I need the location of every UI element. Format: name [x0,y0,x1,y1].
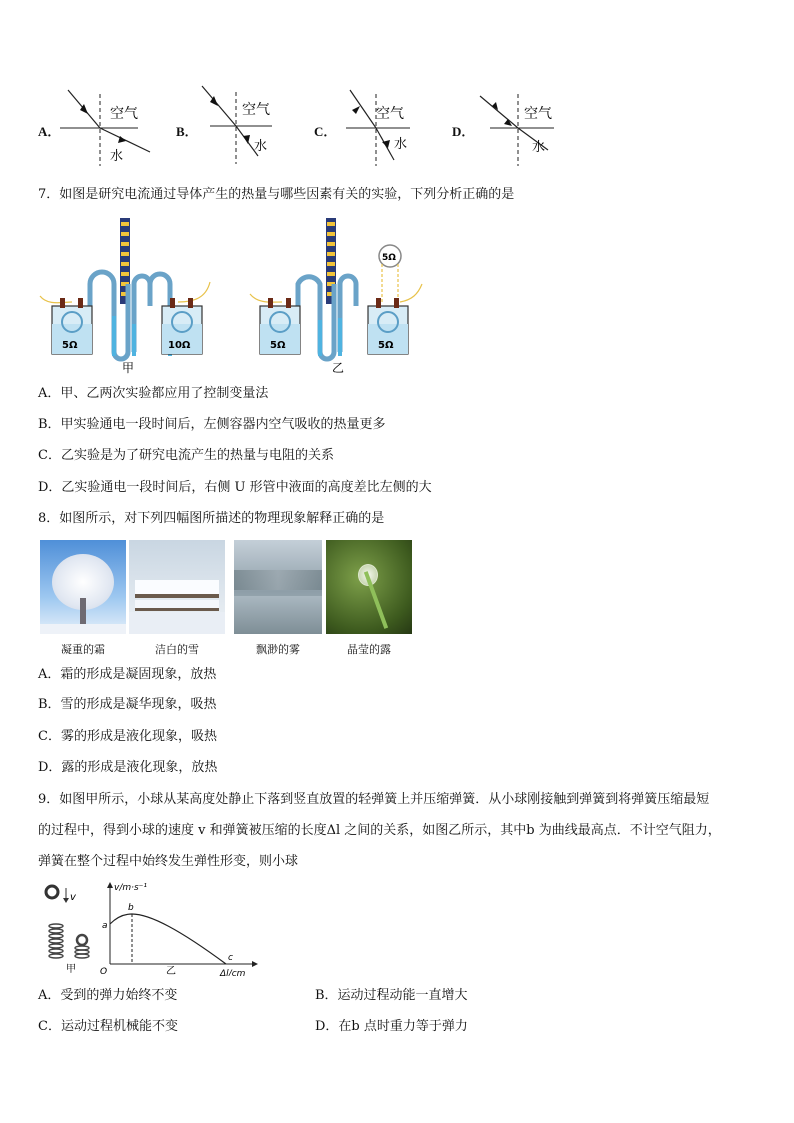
yi-left-resistor-label: 5Ω [270,340,286,351]
q6-d-air-label: 空气 [524,106,552,122]
q6-option-a-diagram[interactable] [60,86,160,166]
x-axis-label: Δl/cm [220,969,246,976]
jia-figure-label: 甲 [66,964,76,975]
yi-label: 乙 [332,361,345,375]
q6-option-d-diagram[interactable] [476,88,576,168]
q9-option-d[interactable]: D．在b 点时重力等于弹力 [315,1019,468,1034]
yi-right-resistor-label: 5Ω [378,340,394,351]
spring-icon [49,924,63,958]
compressed-spring-icon [75,935,89,958]
q9-figure [40,880,270,976]
q6-c-water-label: 水 [394,137,408,152]
q7-stem: 7．如图是研究电流通过导体产生的热量与哪些因素有关的实验，下列分析正确的是 [38,187,515,202]
origin-label: O [100,967,108,976]
q7-figure-jia [38,212,218,376]
q8-option-d[interactable]: D．露的形成是液化现象，放热 [38,760,218,775]
frost-caption: 凝重的霜 [61,643,105,656]
frost-photo [40,540,126,634]
q6-b-air-label: 空气 [242,102,270,118]
q6-option-b-letter: B． [176,124,198,139]
snow-photo [129,540,225,634]
yi-external-resistor-label: 5Ω [382,253,396,263]
q9-stem-line3: 弹簧在整个过程中始终发生弹性形变，则小球 [38,854,299,869]
dew-caption: 晶莹的露 [347,643,391,656]
q8-option-a[interactable]: A．霜的形成是凝固现象，放热 [38,667,217,682]
q6-option-c-diagram[interactable] [336,88,436,168]
snow-caption: 洁白的雪 [155,643,199,656]
dew-photo [326,540,412,634]
fog-photo [234,540,322,634]
y-axis-label: v/m·s⁻¹ [114,883,148,893]
q9-stem-line2: 的过程中，得到小球的速度 v 和弹簧被压缩的长度Δl 之间的关系，如图乙所示，其中b 为曲线最高点．不计空气阻力， [38,823,721,838]
q7-option-a[interactable]: A．甲、乙两次实验都应用了控制变量法 [38,386,269,401]
q9-option-b[interactable]: B．运动过程动能一直增大 [315,988,468,1003]
fog-caption: 飘渺的雾 [256,643,300,656]
q7-option-d[interactable]: D．乙实验通电一段时间后，右侧 U 形管中液面的高度差比左侧的大 [38,480,432,495]
point-a-label: a [102,921,108,931]
q8-option-b[interactable]: B．雪的形成是凝华现象，吸热 [38,697,217,712]
q6-option-a-letter: A． [38,124,61,139]
ball-icon [46,886,58,898]
q7-option-b[interactable]: B．甲实验通电一段时间后，左侧容器内空气吸收的热量更多 [38,417,386,432]
q6-c-air-label: 空气 [376,106,404,122]
point-c-label: c [228,953,233,963]
jia-left-resistor-label: 5Ω [62,340,78,351]
q6-option-c-letter: C． [314,124,337,139]
point-b-label: b [128,903,134,913]
velocity-curve [110,914,226,964]
q6-option-d-letter: D． [452,124,475,139]
q6-b-water-label: 水 [254,139,268,154]
q7-figure-yi [248,212,428,376]
q8-option-c[interactable]: C．雾的形成是液化现象，吸热 [38,729,217,744]
q6-a-water-label: 水 [110,149,124,164]
q6-d-water-label: 水 [532,140,546,155]
q6-option-b-diagram[interactable] [196,84,296,164]
jia-label: 甲 [122,361,135,375]
q9-option-a[interactable]: A．受到的弹力始终不变 [38,988,178,1003]
q9-stem-line1: 9．如图甲所示，小球从某高度处静止下落到竖直放置的轻弹簧上并压缩弹簧．从小球刚接触到弹簧到将弹簧压缩最短 [38,792,710,807]
jia-right-resistor-label: 10Ω [168,340,191,351]
q6-a-air-label: 空气 [110,106,138,122]
yi-figure-label: 乙 [166,966,176,976]
q8-stem: 8．如图所示，对下列四幅图所描述的物理现象解释正确的是 [38,511,385,526]
q9-option-c[interactable]: C．运动过程机械能不变 [38,1019,178,1034]
velocity-label: v [70,892,76,903]
q7-option-c[interactable]: C．乙实验是为了研究电流产生的热量与电阻的关系 [38,448,334,463]
